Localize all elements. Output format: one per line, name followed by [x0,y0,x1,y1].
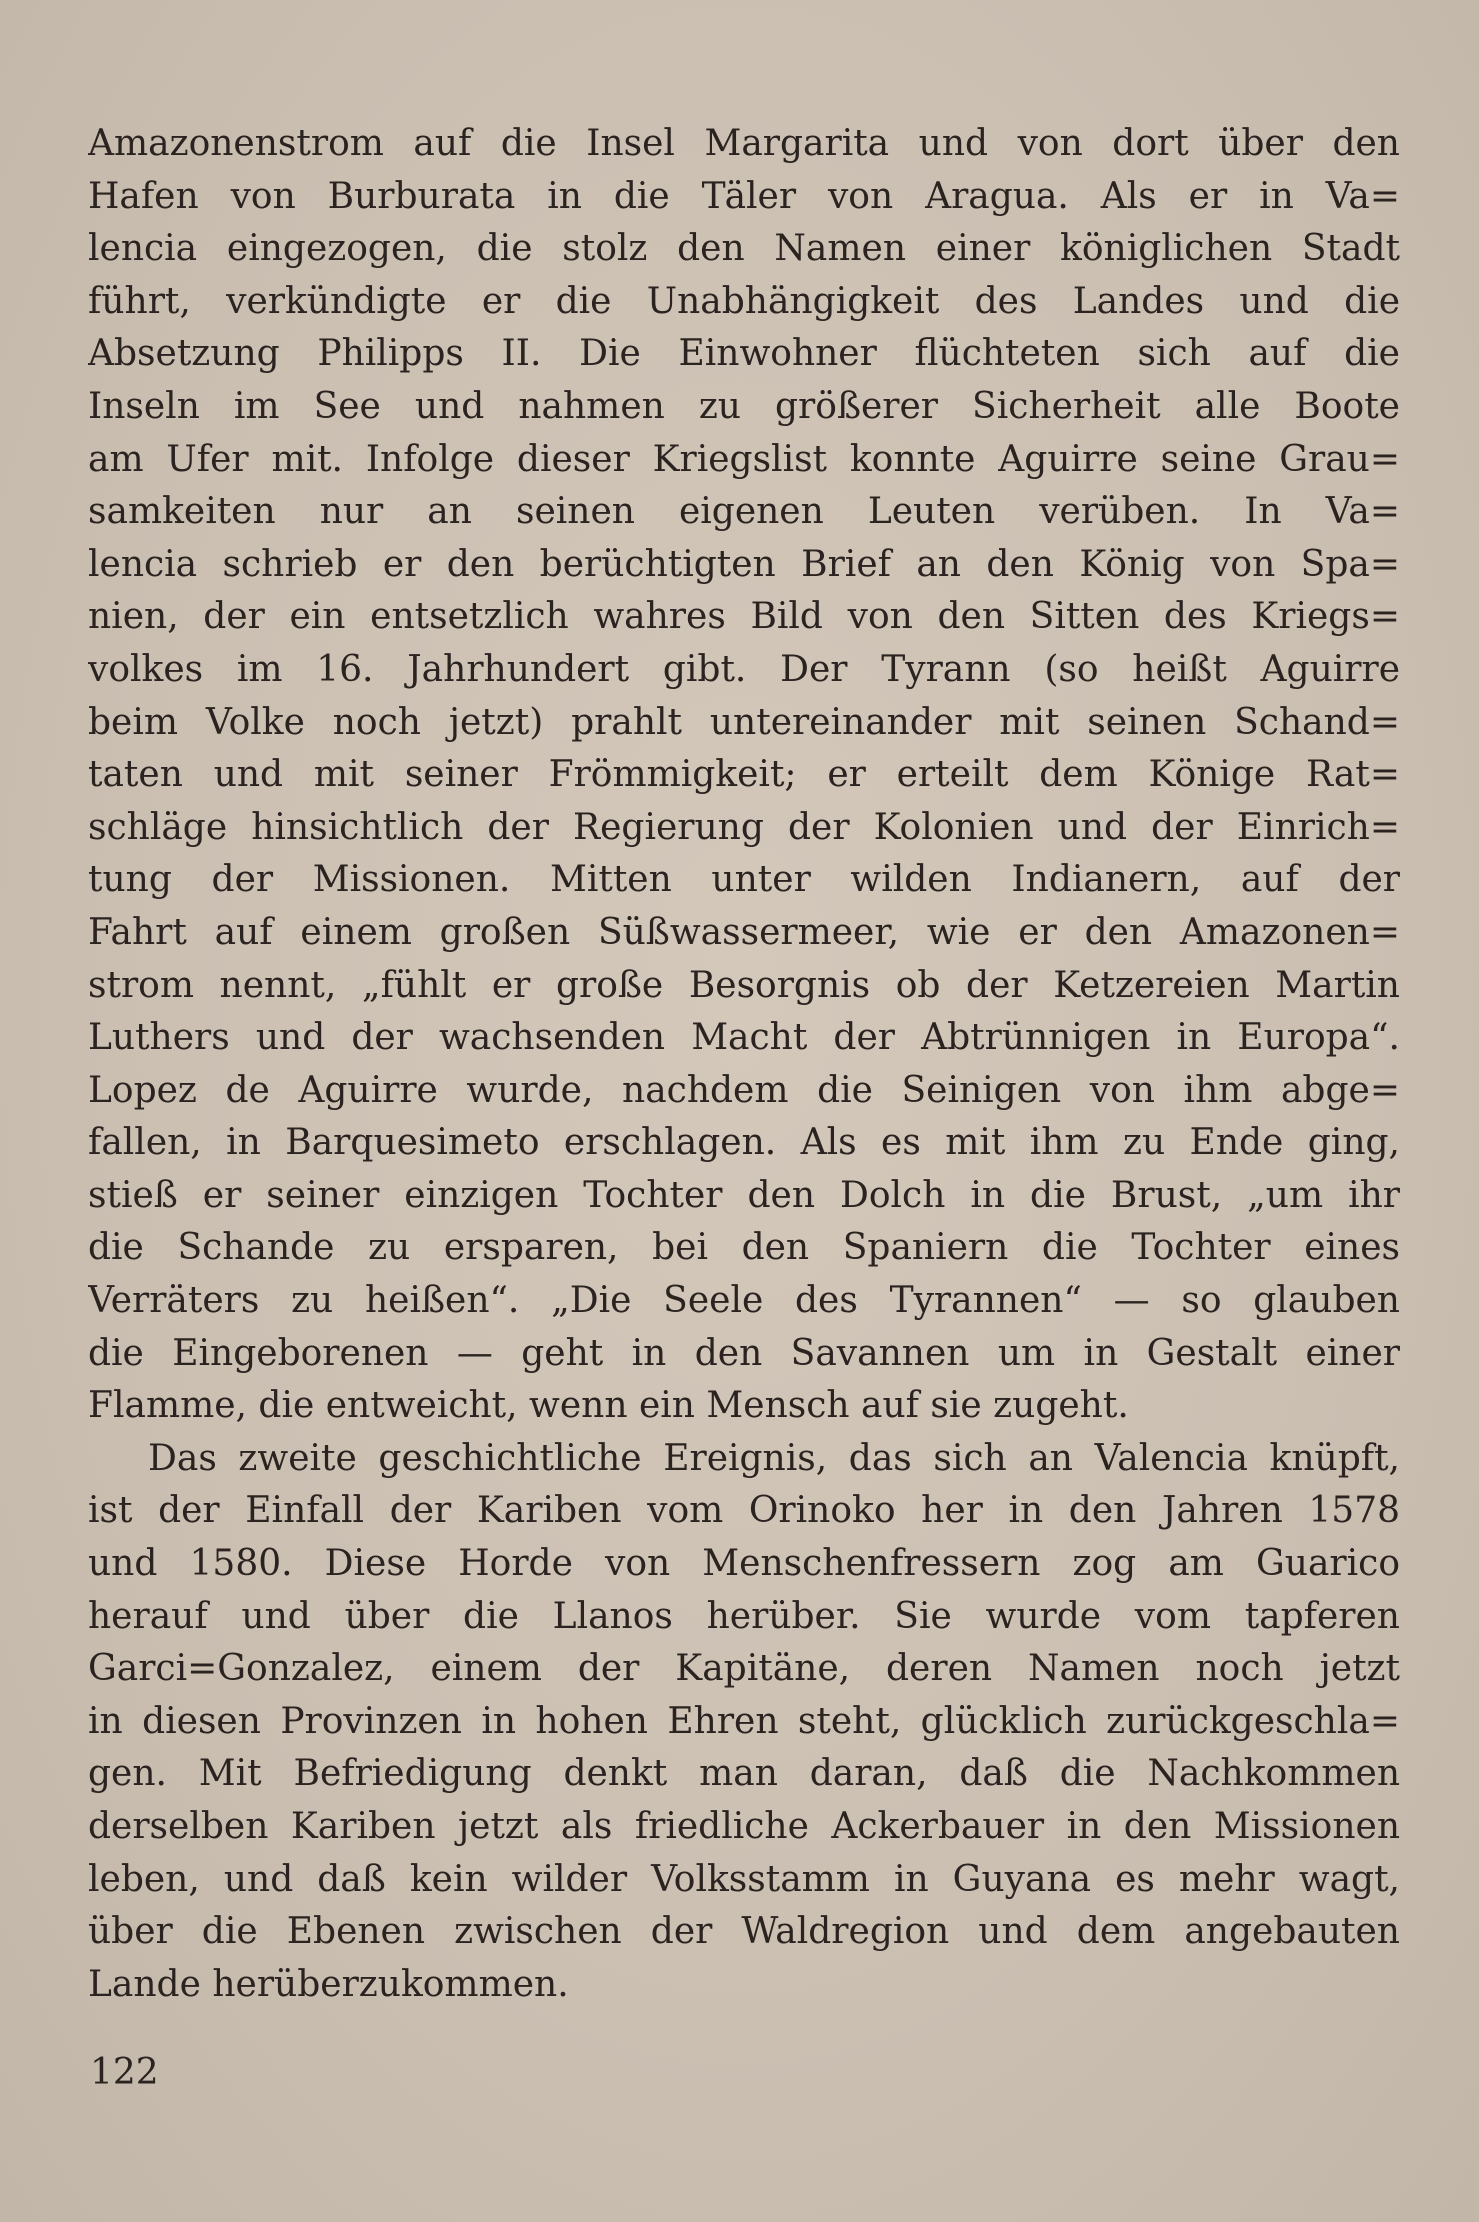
text-line: beim Volke noch jetzt) prahlt untereinander mit seinen Schand= [88,701,1400,743]
text-line: fallen, in Barquesimeto erschlagen. Als es mit ihm zu Ende ging, [88,1122,1400,1164]
text-line: schläge hinsichtlich der Regierung der Kolonien und der Einrich= [88,806,1400,848]
text-line: lencia schrieb er den berüchtigten Brief an den König von Spa= [88,543,1400,585]
text-line: Das zweite geschichtliche Ereignis, das sich an Valencia knüpft, [148,1437,1400,1479]
text-line: lencia eingezogen, die stolz den Namen einer königlichen Stadt [88,228,1400,270]
text-line: Garci=Gonzalez, einem der Kapitäne, deren Namen noch jetzt [88,1648,1400,1690]
text-line: nien, der ein entsetzlich wahres Bild von den Sitten des Kriegs= [88,596,1400,638]
text-line: über die Ebenen zwischen der Waldregion und dem angebauten [88,1911,1400,1953]
text-line: samkeiten nur an seinen eigenen Leuten verüben. In Va= [88,491,1400,533]
text-line: strom nennt, „fühlt er große Besorgnis ob der Ketzereien Martin [88,964,1400,1006]
text-line: volkes im 16. Jahrhundert gibt. Der Tyrann (so heißt Aguirre [88,648,1400,690]
text-line: Fahrt auf einem großen Süßwassermeer, wie er den Amazonen= [88,911,1400,953]
text-line: Lande herüberzukommen. [88,1963,569,2005]
text-line: führt, verkündigte er die Unabhängigkeit des Landes und die [88,280,1400,322]
text-line: ist der Einfall der Kariben vom Orinoko her in den Jahren 1578 [88,1490,1400,1532]
text-line: die Schande zu ersparen, bei den Spaniern die Tochter eines [88,1227,1400,1269]
text-line: die Eingeborenen — geht in den Savannen um in Gestalt einer [88,1332,1400,1374]
text-line: Hafen von Burburata in die Täler von Aragua. Als er in Va= [88,175,1400,217]
text-line: stieß er seiner einzigen Tochter den Dolch in die Brust, „um ihr [88,1174,1400,1216]
body-text [88,118,1400,2011]
text-line: am Ufer mit. Infolge dieser Kriegslist konnte Aguirre seine Grau= [88,438,1400,480]
text-line: und 1580. Diese Horde von Menschenfressern zog am Guarico [88,1543,1400,1585]
page-number: 122 [90,2052,159,2093]
text-line: taten und mit seiner Frömmigkeit; er erteilt dem Könige Rat= [88,754,1400,796]
text-line: Amazonenstrom auf die Insel Margarita und von dort über den [88,123,1400,164]
text-line: tung der Missionen. Mitten unter wilden Indianern, auf der [88,859,1400,901]
text-line: Inseln im See und nahmen zu größerer Sicherheit alle Boote [88,385,1400,427]
text-line: in diesen Provinzen in hohen Ehren steht, glücklich zurückgeschla= [88,1700,1400,1742]
text-line: Luthers und der wachsenden Macht der Abtrünnigen in Europa“. [88,1017,1400,1059]
text-line: herauf und über die Llanos herüber. Sie wurde vom tapferen [88,1595,1400,1637]
text-line: Lopez de Aguirre wurde, nachdem die Seinigen von ihm abge= [88,1069,1400,1111]
text-line: gen. Mit Befriedigung denkt man daran, daß die Nachkommen [88,1753,1400,1795]
text-line: derselben Kariben jetzt als friedliche Ackerbauer in den Missionen [88,1806,1400,1847]
text-line: Flamme, die entweicht, wenn ein Mensch auf sie zugeht. [88,1385,1129,1427]
text-line: leben, und daß kein wilder Volksstamm in Guyana es mehr wagt, [88,1858,1400,1900]
text-line: Verräters zu heißen“. „Die Seele des Tyrannen“ — so glauben [88,1280,1400,1322]
text-line: Absetzung Philipps II. Die Einwohner flüchteten sich auf die [88,333,1400,375]
